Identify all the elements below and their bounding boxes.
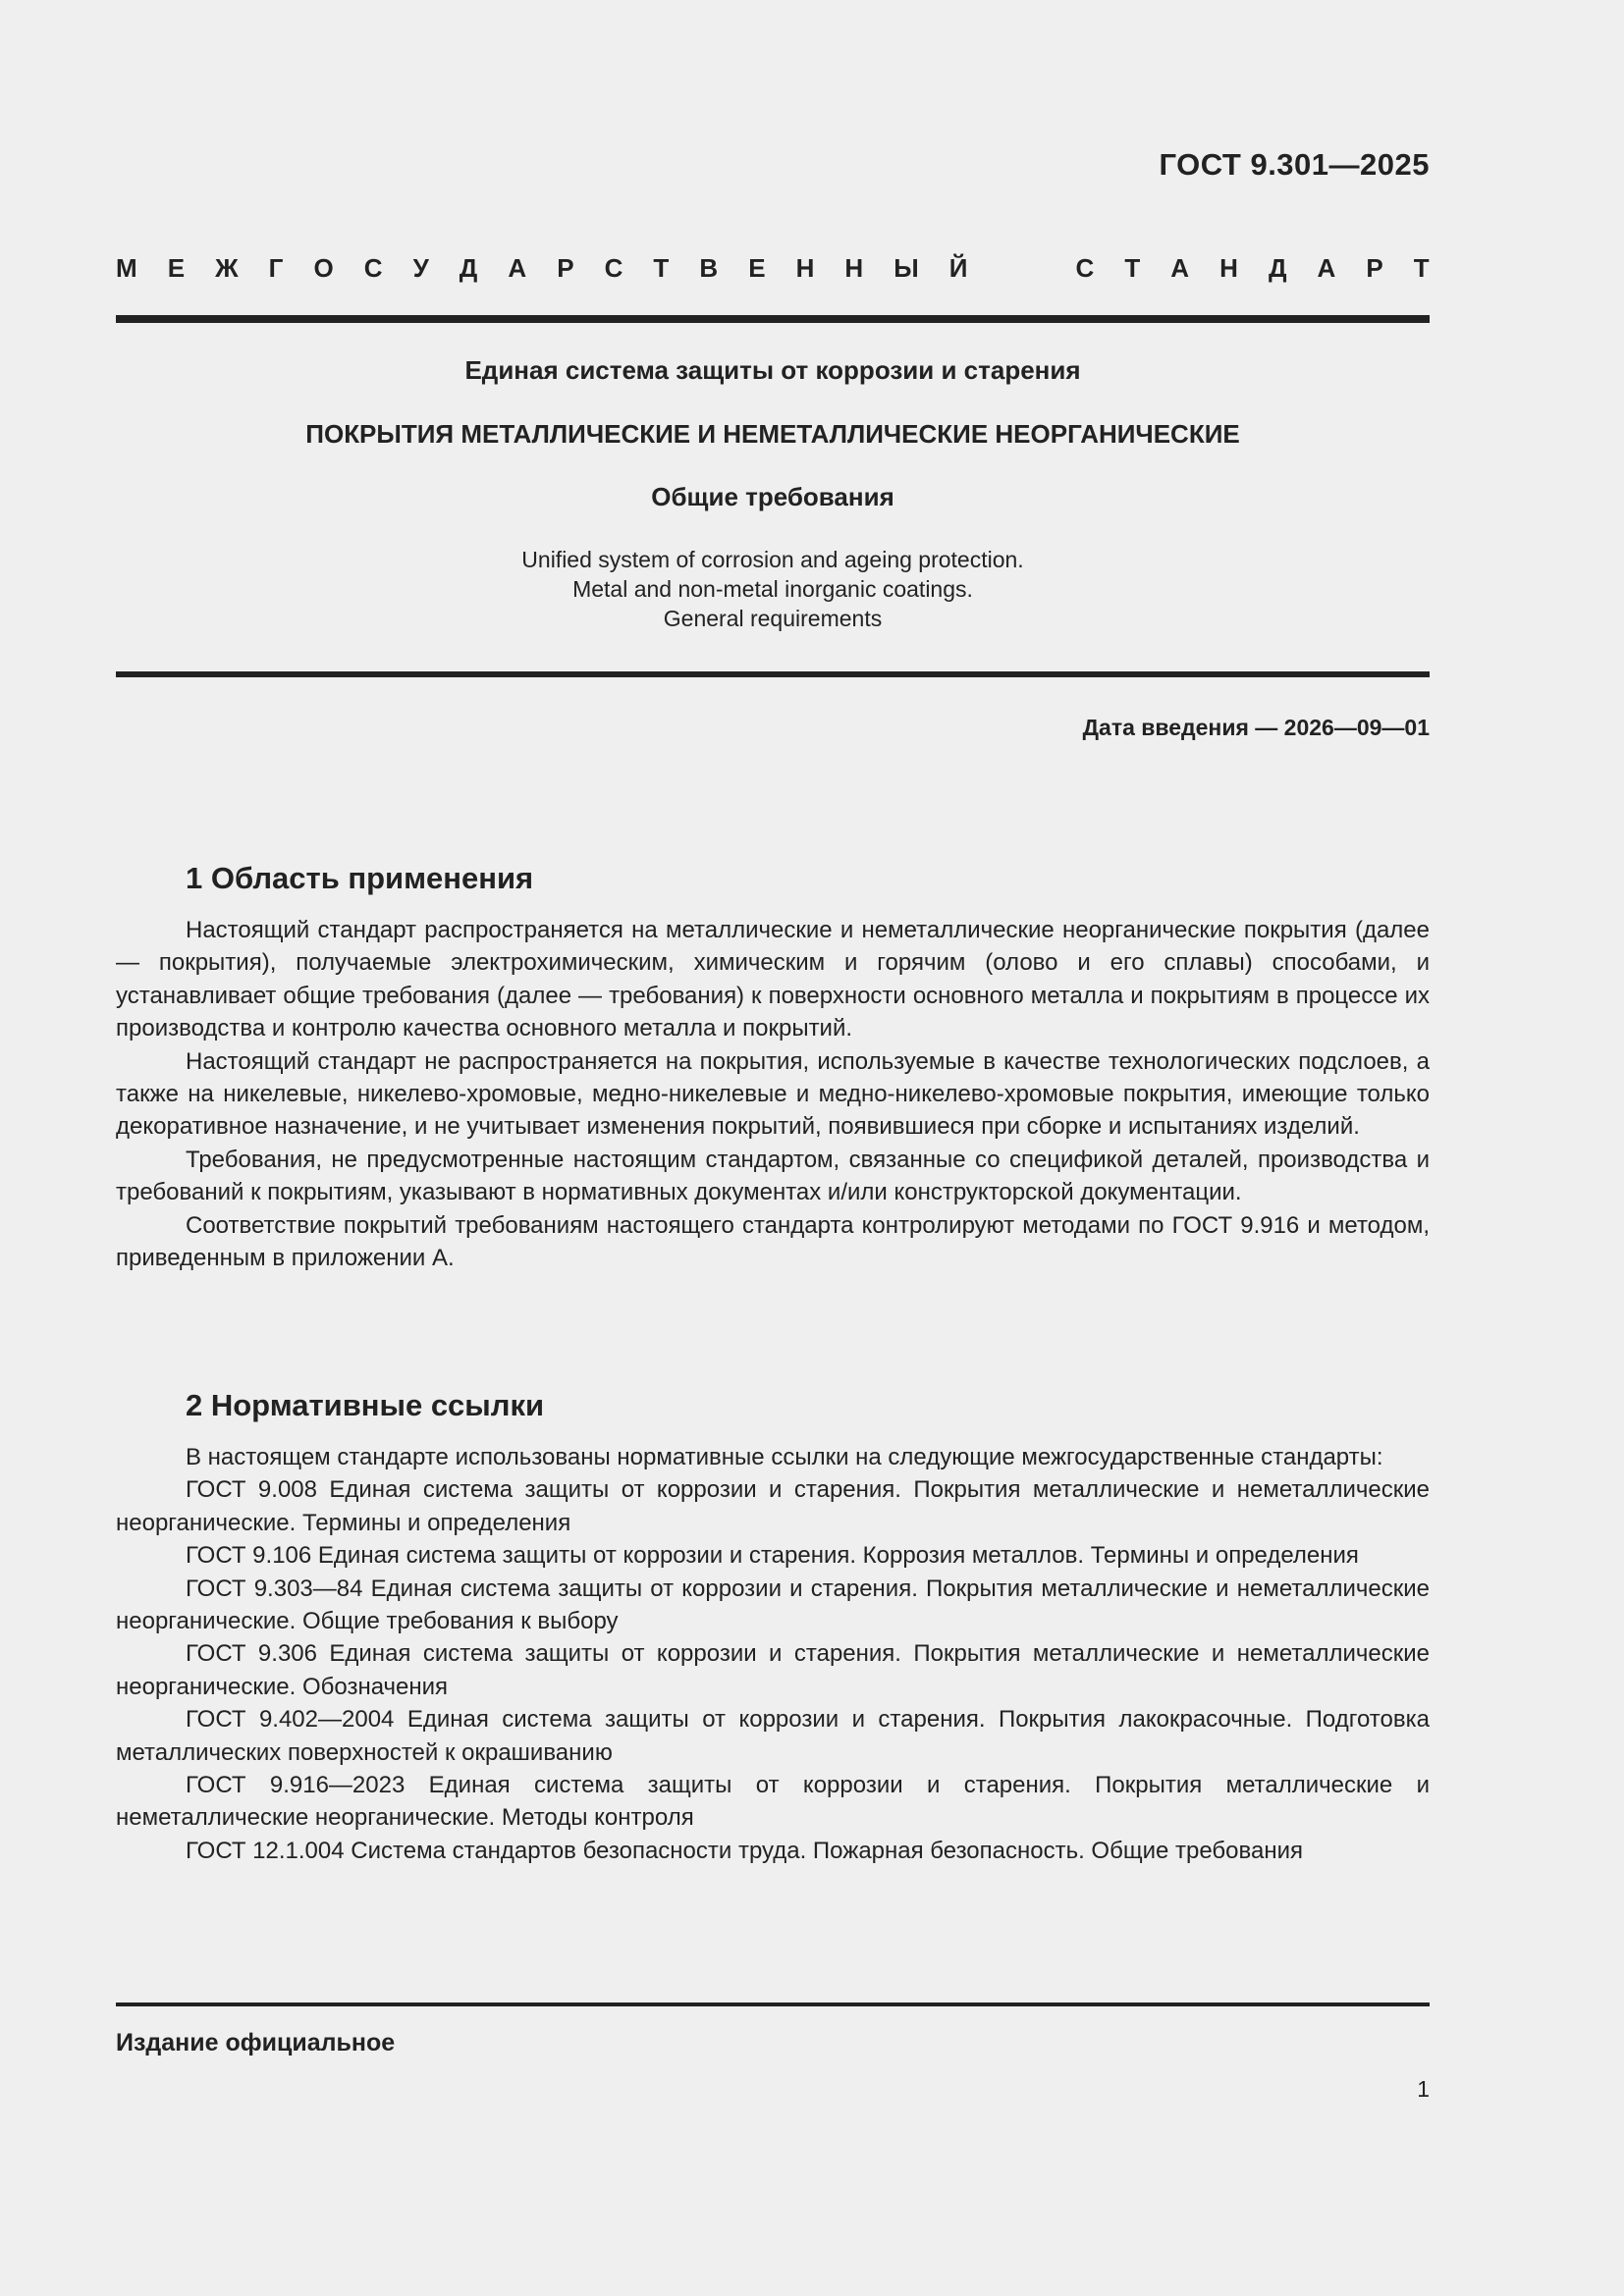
paragraph: Требования, не предусмотренные настоящим стандартом, связанные со спецификой деталей, производства и требований к покрытиям, указывают в нормативных документах и/или конструкторской документации. [116, 1146, 1430, 1206]
main-title: ПОКРЫТИЯ МЕТАЛЛИЧЕСКИЕ И НЕМЕТАЛЛИЧЕСКИЕ НЕОРГАНИЧЕСКИЕ [305, 419, 1240, 449]
banner-letter: В [699, 253, 719, 283]
banner-letter: Д [459, 253, 478, 283]
top-divider [116, 315, 1430, 323]
banner-letter: Р [1366, 253, 1383, 283]
banner-letter: М [116, 253, 137, 283]
system-title: Единая система защиты от коррозии и старения [464, 355, 1081, 385]
banner-letter: Е [167, 253, 186, 283]
banner-letter: Н [1219, 253, 1238, 283]
reference-item: ГОСТ 9.402—2004 Единая система защиты от коррозии и старения. Покрытия лакокрасочные. Подготовка металлических поверхностей к окрашиванию [116, 1706, 1430, 1766]
banner-letter: А [508, 253, 527, 283]
banner-letter: Й [948, 253, 968, 283]
section-scope [116, 861, 1430, 1274]
banner-letter: Ж [215, 253, 239, 283]
section-heading: 1 Область применения [186, 861, 534, 895]
banner-letter: А [1317, 253, 1336, 283]
paragraph: В настоящем стандарте использованы нормативные ссылки на следующие межгосударственные стандарты: [186, 1444, 1383, 1470]
footer-divider [116, 2002, 1430, 2006]
paragraph: Настоящий стандарт распространяется на металлические и неметаллические неорганические покрытия (далее — покрытия), получаемые электрохимическим, химическим и горячим (олово и его сплавы) способами, и устанавливает общие требования (далее — требования) к поверхности основного металла и покрытиям в процессе их производства и контролю качества основного металла и покрытий. [116, 917, 1430, 1042]
banner-letter: Н [844, 253, 864, 283]
section-heading: 2 Нормативные ссылки [186, 1388, 545, 1422]
banner-letter: Т [1413, 253, 1430, 283]
banner-letter: Е [748, 253, 766, 283]
banner-letter: Д [1268, 253, 1287, 283]
banner-letter: Т [1124, 253, 1141, 283]
title-divider [116, 671, 1430, 677]
banner-letter: У [412, 253, 429, 283]
banner-letter: Г [268, 253, 284, 283]
introduction-date: Дата введения — 2026—09—01 [1082, 715, 1430, 740]
paragraph: Соответствие покрытий требованиям настоящего стандарта контролируют методами по ГОСТ 9.916 и методом, приведенным в приложении А. [116, 1211, 1430, 1272]
reference-item: ГОСТ 9.106 Единая система защиты от коррозии и старения. Коррозия металлов. Термины и определения [186, 1542, 1359, 1570]
section-normative-references [116, 1388, 1430, 1867]
banner-letter: Н [795, 253, 815, 283]
banner-letter: Т [653, 253, 670, 283]
reference-item: ГОСТ 12.1.004 Система стандартов безопасности труда. Пожарная безопасность. Общие требования [186, 1837, 1304, 1864]
reference-item: ГОСТ 9.916—2023 Единая система защиты от коррозии и старения. Покрытия металлические и неметаллические неорганические. Методы контроля [116, 1772, 1430, 1832]
banner-letter: С [1075, 253, 1095, 283]
official-edition-label: Издание официальное [116, 2029, 396, 2056]
reference-item: ГОСТ 9.008 Единая система защиты от коррозии и старения. Покрытия металлические и неметаллические неорганические. Термины и определения [116, 1476, 1430, 1536]
english-title-line: Metal and non-metal inorganic coatings. [572, 576, 973, 602]
intergovernmental-standard-banner [116, 253, 1430, 284]
banner-letter: А [1170, 253, 1190, 283]
page-number: 1 [1417, 2076, 1430, 2102]
sub-title: Общие требования [651, 482, 894, 511]
paragraph: Настоящий стандарт не распространяется на покрытия, используемые в качестве технологических подслоев, а также на никелевые, никелево-хромовые, медно-никелевые и медно-никелево-хромовые покрытия, имеющие только декоративное назначение, и не учитывает изменения покрытий, появившиеся при сборке и испытаниях изделий. [116, 1047, 1430, 1141]
banner-word-gap [998, 253, 1045, 284]
banner-letter: С [604, 253, 623, 283]
document-number: ГОСТ 9.301—2025 [1159, 147, 1430, 182]
reference-item: ГОСТ 9.303—84 Единая система защиты от коррозии и старения. Покрытия металлические и неметаллические неорганические. Общие требования к выбору [116, 1575, 1430, 1635]
banner-letter: Р [557, 253, 574, 283]
english-title-line: Unified system of corrosion and ageing protection. [521, 547, 1024, 572]
reference-item: ГОСТ 9.306 Единая система защиты от коррозии и старения. Покрытия металлические и неметаллические неорганические. Обозначения [116, 1640, 1430, 1700]
banner-letter: О [313, 253, 334, 283]
banner-letter: С [363, 253, 383, 283]
english-title [116, 545, 1430, 633]
banner-letter: Ы [893, 253, 919, 283]
english-title-line: General requirements [663, 606, 883, 631]
